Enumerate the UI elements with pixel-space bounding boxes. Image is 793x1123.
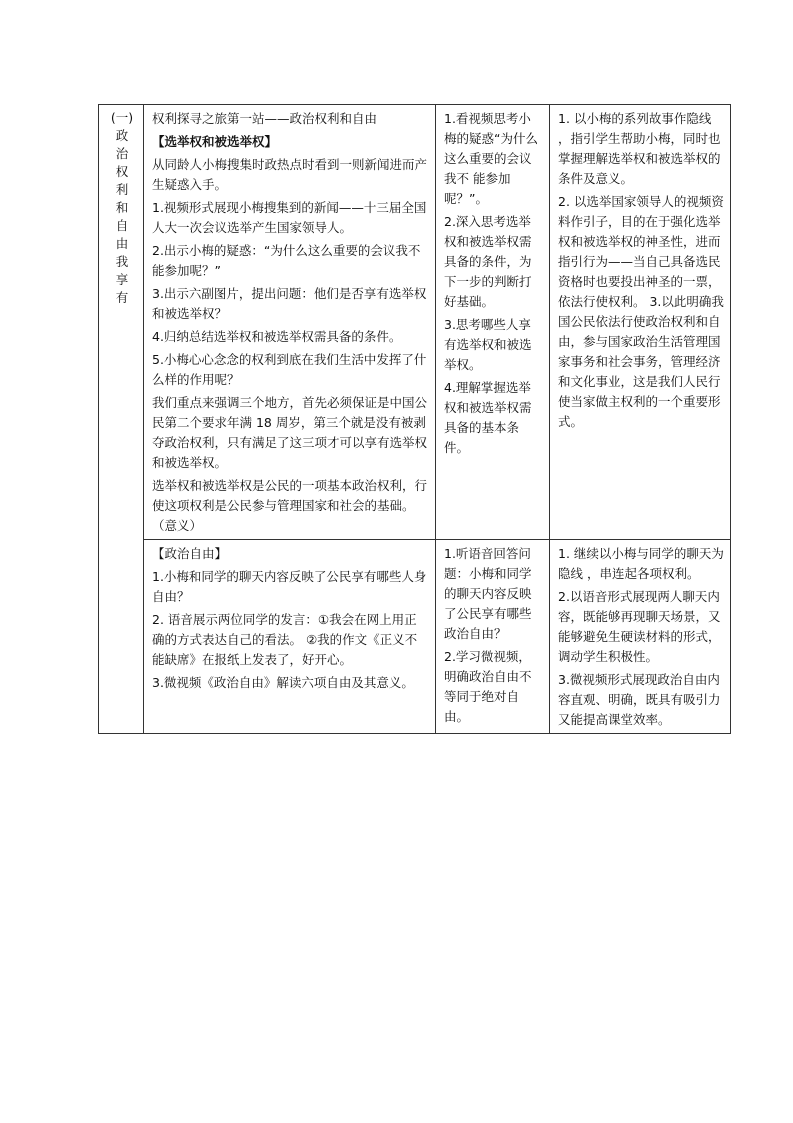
paragraph: 2.学习微视频，明确政治自由不等同于绝对自由。 xyxy=(444,649,532,724)
paragraph: 1.小梅和同学的聊天内容反映了公民享有哪些人身自由？ xyxy=(152,569,427,604)
section-title-char: (一) xyxy=(110,110,134,125)
paragraph: 从同龄人小梅搜集时政热点时看到一则新闻进而产生疑惑入手。 xyxy=(152,157,428,192)
paragraph: 1.看视频思考小梅的疑惑“为什么这么重要的会议我不 能参加呢？”。 xyxy=(444,111,538,206)
paragraph: 权利探寻之旅第一站——政治权利和自由 xyxy=(152,111,378,126)
section-title xyxy=(107,109,137,307)
student-activity-cell xyxy=(436,105,550,540)
section-title-char: 权 xyxy=(115,164,129,179)
table-row xyxy=(99,540,731,734)
paragraph: 3.微视频《政治自由》解读六项自由及其意义。 xyxy=(152,675,414,690)
paragraph: 选举权和被选举权是公民的一项基本政治权利，行使这项权利是公民参与管理国家和社会的基础。（意义） xyxy=(152,478,428,533)
section-title-char: 我 xyxy=(115,254,129,269)
paragraph: 我们重点来强调三个地方，首先必须保证是中国公民第二个要求年满 18 周岁，第三个就是没有被剥夺政治权利，只有满足了这三项才可以享有选举权和被选举权。 xyxy=(152,395,428,470)
section-title-char: 自 xyxy=(115,218,129,233)
student-activity-cell xyxy=(436,540,550,734)
teaching-content-cell xyxy=(144,105,436,540)
design-intent-cell xyxy=(550,540,731,734)
paragraph: 1.视频形式展现小梅搜集到的新闻——十三届全国人大一次会议选举产生国家领导人。 xyxy=(152,200,427,235)
lesson-plan-table xyxy=(98,104,731,734)
paragraph: 2.出示小梅的疑惑：“为什么这么重要的会议我不能参加呢？” xyxy=(152,243,421,278)
section-title-char: 和 xyxy=(115,200,129,215)
paragraph: 1.听语音回答问题：小梅和同学的聊天内容反映了公民享有哪些政治自由？ xyxy=(444,546,532,641)
paragraph: 4.归纳总结选举权和被选举权需具备的条件。 xyxy=(152,329,402,344)
section-title-char: 政 xyxy=(115,128,129,143)
section-title-char: 利 xyxy=(115,182,129,197)
section-title-char: 治 xyxy=(115,146,129,161)
paragraph: 2.以语音形式展现两人聊天内容，既能够再现聊天场景，又能够避免生硬读材料的形式，调动学生积极性。 xyxy=(558,589,721,664)
paragraph: 2. 以选举国家领导人的视频资料作引子，目的在于强化选举权和被选举权的神圣性，进而指引行为——当自己具备选民资格时也要投出神圣的一票，依法行使权利。 3.以此明确我国公民依法行使政治权利和自由，参与国家政治生活管理国家事务和社会事务，管理经济和文化事业，这是我们人民行使当家做主权利的一个重要形式。 xyxy=(558,194,724,429)
paragraph: 3.微视频形式展现政治自由内容直观、明确，既具有吸引力又能提高课堂效率。 xyxy=(558,672,721,727)
paragraph: 3.出示六副图片，提出问题：他们是否享有选举权和被选举权？ xyxy=(152,286,427,321)
paragraph: 1. 继续以小梅与同学的聊天为隐线 ，串连起各项权利。 xyxy=(558,546,724,581)
paragraph: 【选举权和被选举权】 xyxy=(152,134,278,149)
teaching-content-cell xyxy=(144,540,436,734)
section-title-char: 享 xyxy=(115,272,129,287)
section-title-char: 由 xyxy=(115,236,129,251)
paragraph: 2.深入思考选举权和被选举权需具备的条件，为下一步的判断打好基础。 xyxy=(444,214,532,309)
table-row xyxy=(99,105,731,540)
paragraph: 4.理解掌握选举权和被选举权需具备的基本条件。 xyxy=(444,380,532,455)
paragraph: 【政治自由】 xyxy=(152,546,228,561)
paragraph: 1. 以小梅的系列故事作隐线 ，指引学生帮助小梅，同时也掌握理解选举权和被选举权的条件及意义。 xyxy=(558,111,721,186)
paragraph: 3.思考哪些人享有选举权和被选举权。 xyxy=(444,317,532,372)
section-title-char: 有 xyxy=(115,290,129,305)
paragraph: 5.小梅心心念念的权利到底在我们生活中发挥了什么样的作用呢？ xyxy=(152,352,427,387)
section-title-cell xyxy=(99,105,144,734)
paragraph: 2. 语音展示两位同学的发言：①我会在网上用正确的方式表达自己的看法。 ②我的作文《正义不能缺席》在报纸上发表了，好开心。 xyxy=(152,612,418,667)
design-intent-cell xyxy=(550,105,731,540)
